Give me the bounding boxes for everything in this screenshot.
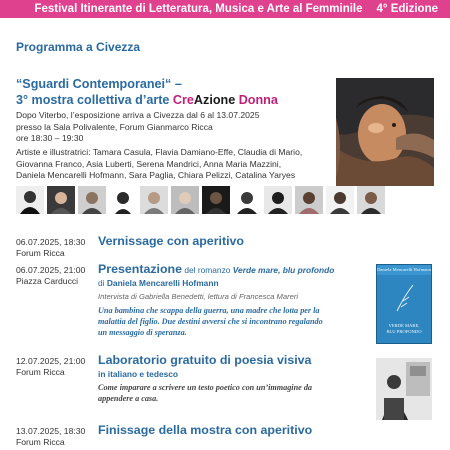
event-date: 06.07.2025, 18:30: [16, 237, 86, 247]
event-title: Laboratorio gratuito di poesia visiva: [98, 353, 312, 367]
event-date: 06.07.2025, 21:00: [16, 265, 86, 275]
event-place: Piazza Carducci: [16, 276, 79, 286]
artist-photo: [171, 186, 199, 214]
book-cover-illustration: [391, 281, 419, 315]
donna-word: Donna: [238, 93, 278, 107]
festival-banner: [0, 0, 450, 18]
event-datetime: [16, 265, 85, 287]
exhibition-info-line: ore 18:30 – 19:30: [16, 133, 84, 144]
artists-list: [16, 147, 334, 182]
artist-photo: [140, 186, 168, 214]
exhibition-hero-image: [336, 78, 434, 186]
artist-photo: [16, 186, 44, 214]
exhibition-title-prefix: 3° mostra collettiva d’arte: [16, 93, 173, 107]
event-datetime: [16, 426, 85, 448]
artist-photo: [202, 186, 230, 214]
event-description: [98, 382, 360, 404]
book-cover-title-line: VERDE MARE,: [388, 323, 420, 328]
book-cover-title-line: BLU PROFONDO: [386, 329, 422, 334]
event-description-line: un messaggio di speranza.: [98, 328, 187, 337]
event-title: Vernissage con aperitivo: [98, 234, 244, 248]
artist-photo: [264, 186, 292, 214]
exhibition-info: [16, 110, 336, 145]
artist-photo: [47, 186, 75, 214]
event-place: Forum Ricca: [16, 248, 65, 258]
event-place: Forum Ricca: [16, 367, 65, 377]
artist-photo: [109, 186, 137, 214]
event-title: Finissage della mostra con aperitivo: [98, 423, 313, 437]
event-title: [98, 262, 368, 277]
event-author-line: [98, 278, 219, 289]
event-title-main: Presentazione: [98, 262, 183, 276]
event-subtitle: in italiano e tedesco: [98, 369, 179, 379]
author-name: Daniela Mencarelli Hofmann: [106, 278, 219, 288]
crea-word: Cre: [172, 93, 194, 107]
exhibition-info-line: Dopo Viterbo, l’esposizione arriva a Civezza dal 6 al 13.07.2025: [16, 110, 260, 120]
event-date: 13.07.2025, 18:30: [16, 426, 86, 436]
artist-photo: [295, 186, 323, 214]
artist-thumbnails: [16, 186, 436, 214]
event-description: [98, 305, 360, 338]
book-cover: [376, 264, 432, 344]
azione-word: Azione: [193, 93, 239, 107]
banner-text: Festival Itinerante di Letteratura, Musica e Arte al Femminile: [34, 3, 363, 15]
event-description-line: Come imparare a scrivere un testo poetico con un’immagine da: [98, 383, 313, 392]
exhibition-title: [16, 76, 278, 108]
workshop-photo: [376, 358, 432, 420]
event-datetime: [16, 356, 85, 378]
event-datetime: [16, 237, 85, 259]
edition-label: 4° Edizione: [376, 3, 438, 15]
event-note: Intervista di Gabriella Benedetti, lettura di Francesca Mareri: [98, 292, 299, 301]
exhibition-info-line: presso la Sala Polivalente, Forum Gianmarco Ricca: [16, 121, 213, 132]
event-description-line: appendere a casa.: [98, 394, 159, 403]
artist-photo: [78, 186, 106, 214]
program-heading: Programma a Civezza: [16, 40, 141, 54]
event-title-rest: del romanzo: [182, 265, 233, 275]
event-place: Forum Ricca: [16, 437, 65, 447]
author-prefix: di: [98, 278, 107, 288]
artist-photo: [233, 186, 261, 214]
event-date: 12.07.2025, 21:00: [16, 356, 86, 366]
artists-line: Artiste e illustratrici: Tamara Casula, Flavia Damiano-Effe, Claudia di Mario,: [16, 147, 303, 157]
artists-line: Giovanna Franco, Asia Luberti, Serena Mandrici, Anna Maria Mazzini,: [16, 158, 282, 169]
event-description-line: malattia del figlio. Due destini avversi che si incontrano regalando: [98, 317, 323, 326]
artists-line: Daniela Mencarelli Hofmann, Sara Paglia, Chiara Pelizzi, Catalina Yaryes: [16, 170, 296, 181]
exhibition-title-line2: [16, 92, 278, 108]
exhibition-title-line1: “Sguardi Contemporanei“ –: [16, 77, 182, 91]
artist-photo: [326, 186, 354, 214]
artist-photo: [357, 186, 385, 214]
book-cover-author: Daniela Mencarelli Hofmann: [377, 267, 431, 272]
event-description-line: Una bambina che scappa della guerra, una madre che lotta per la: [98, 306, 320, 315]
book-title: Verde mare, blu profondo: [232, 265, 335, 275]
